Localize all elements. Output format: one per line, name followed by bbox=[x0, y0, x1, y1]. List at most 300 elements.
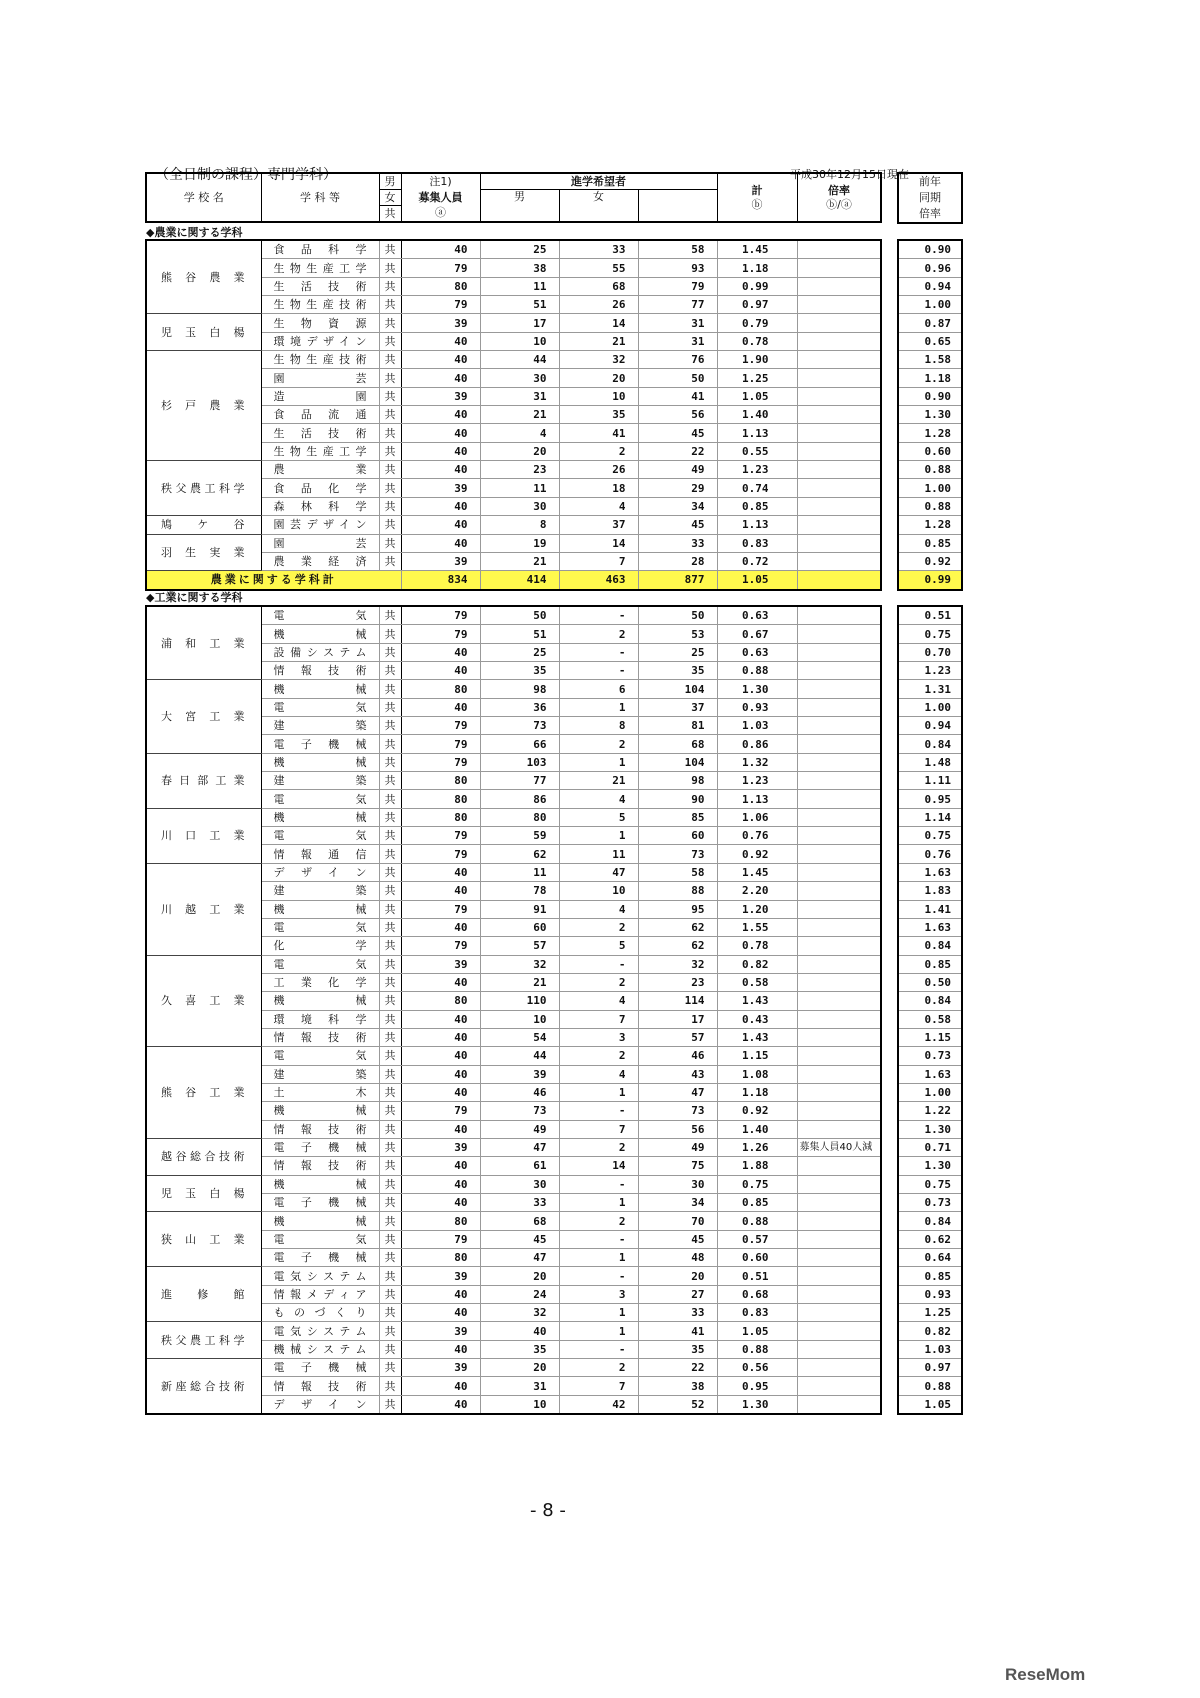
male-cell: 24 bbox=[480, 1285, 559, 1303]
total-cell: 20 bbox=[638, 1267, 717, 1285]
coed-flag: 共 bbox=[379, 1083, 401, 1101]
total-cell: 76 bbox=[638, 351, 717, 369]
quota-cell: 40 bbox=[401, 698, 480, 716]
total-cell: 22 bbox=[638, 442, 717, 460]
table-row bbox=[146, 351, 881, 369]
coed-flag: 共 bbox=[379, 937, 401, 955]
remarks-cell bbox=[797, 882, 881, 900]
total-cell: 88 bbox=[638, 882, 717, 900]
remarks-cell bbox=[797, 1083, 881, 1101]
coed-flag: 共 bbox=[379, 277, 401, 295]
male-cell: 30 bbox=[480, 1175, 559, 1193]
male-cell: 91 bbox=[480, 900, 559, 918]
prev-row bbox=[898, 1395, 962, 1414]
coed-flag: 共 bbox=[379, 882, 401, 900]
female-cell: 26 bbox=[559, 296, 638, 314]
dept-name: 農 業 bbox=[261, 461, 379, 479]
coed-flag: 共 bbox=[379, 1377, 401, 1395]
total-cell: 45 bbox=[638, 516, 717, 534]
remarks-cell bbox=[797, 900, 881, 918]
prev-ratio-cell: 0.94 bbox=[898, 717, 962, 735]
total-cell: 85 bbox=[638, 808, 717, 826]
quota-cell: 39 bbox=[401, 314, 480, 332]
prev-ratio-cell: 1.30 bbox=[898, 1120, 962, 1138]
male-cell: 21 bbox=[480, 552, 559, 570]
ratio-cell: 0.74 bbox=[717, 479, 797, 497]
quota-cell: 39 bbox=[401, 1267, 480, 1285]
ratio-cell: 0.82 bbox=[717, 955, 797, 973]
total-cell: 90 bbox=[638, 790, 717, 808]
total-cell: 62 bbox=[638, 937, 717, 955]
table-row bbox=[146, 808, 881, 826]
male-cell: 33 bbox=[480, 1194, 559, 1212]
quota-cell: 79 bbox=[401, 1102, 480, 1120]
school-name: 浦和工業 bbox=[146, 606, 261, 680]
female-cell: - bbox=[559, 1175, 638, 1193]
quota-cell: 40 bbox=[401, 1340, 480, 1358]
male-cell: 59 bbox=[480, 827, 559, 845]
quota-cell: 80 bbox=[401, 680, 480, 698]
total-cell: 93 bbox=[638, 259, 717, 277]
ratio-cell: 0.85 bbox=[717, 1194, 797, 1212]
quota-cell: 40 bbox=[401, 1194, 480, 1212]
quota-cell: 79 bbox=[401, 259, 480, 277]
prev-ratio-cell: 0.88 bbox=[898, 461, 962, 479]
ratio-cell: 1.43 bbox=[717, 992, 797, 1010]
prev-ratio-cell: 1.14 bbox=[898, 808, 962, 826]
female-cell: 14 bbox=[559, 1157, 638, 1175]
ratio-cell: 0.83 bbox=[717, 1304, 797, 1322]
ratio-cell: 0.43 bbox=[717, 1010, 797, 1028]
total-cell: 23 bbox=[638, 973, 717, 991]
male-cell: 10 bbox=[480, 332, 559, 350]
dept-name: 機 械 bbox=[261, 1175, 379, 1193]
prev-ratio-cell: 0.62 bbox=[898, 1230, 962, 1248]
female-cell: 4 bbox=[559, 1065, 638, 1083]
table-row bbox=[146, 1267, 881, 1285]
dept-name: 機 械 bbox=[261, 992, 379, 1010]
coed-flag: 共 bbox=[379, 369, 401, 387]
female-cell: 1 bbox=[559, 1304, 638, 1322]
coed-flag: 共 bbox=[379, 790, 401, 808]
female-cell: - bbox=[559, 1267, 638, 1285]
header-female: 女 bbox=[559, 190, 638, 223]
prev-row bbox=[898, 992, 962, 1010]
school-name: 久喜工業 bbox=[146, 955, 261, 1047]
coed-flag: 共 bbox=[379, 351, 401, 369]
coed-flag: 共 bbox=[379, 1010, 401, 1028]
prev-header-2: 同期 bbox=[919, 191, 941, 204]
male-cell: 39 bbox=[480, 1065, 559, 1083]
prev-row bbox=[898, 479, 962, 497]
female-cell: 10 bbox=[559, 882, 638, 900]
total-cell: 62 bbox=[638, 918, 717, 936]
prev-ratio-cell: 0.60 bbox=[898, 442, 962, 460]
quota-cell: 39 bbox=[401, 552, 480, 570]
table-row bbox=[146, 516, 881, 534]
remarks-cell bbox=[797, 1395, 881, 1414]
quota-cell: 40 bbox=[401, 240, 480, 259]
ratio-cell: 0.76 bbox=[717, 827, 797, 845]
coed-flag: 共 bbox=[379, 479, 401, 497]
table-header bbox=[145, 172, 882, 223]
male-cell: 25 bbox=[480, 240, 559, 259]
male-cell: 31 bbox=[480, 1377, 559, 1395]
dept-name: 森林科学 bbox=[261, 497, 379, 515]
dept-name: 設備システム bbox=[261, 643, 379, 661]
male-cell: 60 bbox=[480, 918, 559, 936]
prev-row bbox=[898, 1194, 962, 1212]
prev-ratio-cell: 0.64 bbox=[898, 1249, 962, 1267]
prev-row bbox=[898, 973, 962, 991]
prev-ratio-cell: 0.96 bbox=[898, 259, 962, 277]
total-cell: 43 bbox=[638, 1065, 717, 1083]
header-note1: 注1) bbox=[401, 173, 480, 190]
remarks-cell bbox=[797, 863, 881, 881]
remarks-cell bbox=[797, 259, 881, 277]
male-cell: 49 bbox=[480, 1120, 559, 1138]
section-label: ◆農業に関する学科 bbox=[146, 226, 243, 239]
dept-name: 電子機械 bbox=[261, 735, 379, 753]
male-cell: 47 bbox=[480, 1249, 559, 1267]
total-cell: 68 bbox=[638, 735, 717, 753]
total-cell: 81 bbox=[638, 717, 717, 735]
header-dept: 学 科 等 bbox=[261, 173, 379, 222]
table-row bbox=[146, 534, 881, 552]
male-cell: 30 bbox=[480, 369, 559, 387]
female-cell: 6 bbox=[559, 680, 638, 698]
prev-row bbox=[898, 662, 962, 680]
female-cell: 4 bbox=[559, 992, 638, 1010]
prev-row bbox=[898, 808, 962, 826]
male-cell: 47 bbox=[480, 1138, 559, 1156]
ratio-cell: 1.23 bbox=[717, 772, 797, 790]
remarks-cell bbox=[797, 1267, 881, 1285]
prev-row bbox=[898, 369, 962, 387]
quota-cell: 40 bbox=[401, 497, 480, 515]
remarks-cell bbox=[797, 680, 881, 698]
prev-row bbox=[898, 717, 962, 735]
prev-row bbox=[898, 534, 962, 552]
prev-row bbox=[898, 845, 962, 863]
prev-row bbox=[898, 1083, 962, 1101]
male-cell: 78 bbox=[480, 882, 559, 900]
remarks-cell bbox=[797, 1285, 881, 1303]
total-cell: 73 bbox=[638, 1102, 717, 1120]
remarks-cell bbox=[797, 790, 881, 808]
dept-name: 情報技術 bbox=[261, 1028, 379, 1046]
female-cell: 32 bbox=[559, 351, 638, 369]
dept-name: 園 芸 bbox=[261, 534, 379, 552]
header-male: 男 bbox=[480, 190, 559, 223]
prev-ratio-cell: 0.75 bbox=[898, 1175, 962, 1193]
remarks-cell bbox=[797, 479, 881, 497]
total-cell: 48 bbox=[638, 1249, 717, 1267]
ratio-cell: 1.45 bbox=[717, 240, 797, 259]
prev-row bbox=[898, 1212, 962, 1230]
prev-row bbox=[898, 1028, 962, 1046]
total-ratio: 1.05 bbox=[717, 571, 797, 590]
dept-name: 建 築 bbox=[261, 1065, 379, 1083]
female-cell: 3 bbox=[559, 1028, 638, 1046]
ratio-cell: 0.51 bbox=[717, 1267, 797, 1285]
prev-row bbox=[898, 1304, 962, 1322]
ratio-cell: 0.99 bbox=[717, 277, 797, 295]
male-cell: 23 bbox=[480, 461, 559, 479]
prev-row bbox=[898, 1249, 962, 1267]
coed-flag: 共 bbox=[379, 534, 401, 552]
coed-flag: 共 bbox=[379, 332, 401, 350]
male-cell: 21 bbox=[480, 973, 559, 991]
coed-flag: 共 bbox=[379, 918, 401, 936]
header-school: 学 校 名 bbox=[146, 173, 261, 222]
quota-cell: 80 bbox=[401, 1212, 480, 1230]
table-row bbox=[146, 1047, 881, 1065]
prev-ratio-cell: 1.30 bbox=[898, 1157, 962, 1175]
school-name: 大宮工業 bbox=[146, 680, 261, 753]
ratio-cell: 1.05 bbox=[717, 387, 797, 405]
dept-name: 食品科学 bbox=[261, 240, 379, 259]
dept-name: 機械システム bbox=[261, 1340, 379, 1358]
quota-cell: 79 bbox=[401, 753, 480, 771]
coed-flag: 共 bbox=[379, 625, 401, 643]
remarks-cell bbox=[797, 662, 881, 680]
dept-name: 食品化学 bbox=[261, 479, 379, 497]
remarks-cell bbox=[797, 1010, 881, 1028]
remarks-cell bbox=[797, 314, 881, 332]
coed-flag: 共 bbox=[379, 1304, 401, 1322]
quota-cell: 40 bbox=[401, 643, 480, 661]
ratio-cell: 0.67 bbox=[717, 625, 797, 643]
quota-cell: 80 bbox=[401, 992, 480, 1010]
quota-cell: 40 bbox=[401, 332, 480, 350]
school-name: 児玉白楊 bbox=[146, 1175, 261, 1212]
remarks-cell bbox=[797, 1102, 881, 1120]
male-cell: 68 bbox=[480, 1212, 559, 1230]
prev-header bbox=[897, 172, 963, 224]
header-total-sym: ⓑ bbox=[751, 197, 763, 211]
ratio-cell: 1.08 bbox=[717, 1065, 797, 1083]
ratio-cell: 1.32 bbox=[717, 753, 797, 771]
page-title: （全日制の課程）専門学科） bbox=[155, 167, 337, 183]
quota-cell: 40 bbox=[401, 534, 480, 552]
school-name: 羽生実業 bbox=[146, 534, 261, 571]
ratio-cell: 0.75 bbox=[717, 1175, 797, 1193]
prev-row bbox=[898, 1065, 962, 1083]
prev-header-3: 倍率 bbox=[919, 207, 941, 220]
coed-flag: 共 bbox=[379, 1175, 401, 1193]
male-cell: 66 bbox=[480, 735, 559, 753]
male-cell: 4 bbox=[480, 424, 559, 442]
quota-cell: 80 bbox=[401, 790, 480, 808]
remarks-cell bbox=[797, 442, 881, 460]
quota-cell: 40 bbox=[401, 973, 480, 991]
prev-ratio-cell: 0.90 bbox=[898, 240, 962, 259]
prev-ratio-cell: 1.31 bbox=[898, 680, 962, 698]
male-cell: 30 bbox=[480, 497, 559, 515]
female-cell: 5 bbox=[559, 937, 638, 955]
prev-ratio-cell: 1.00 bbox=[898, 296, 962, 314]
dept-name: 情報技術 bbox=[261, 1120, 379, 1138]
male-cell: 44 bbox=[480, 351, 559, 369]
dept-name: 電子機械 bbox=[261, 1138, 379, 1156]
dept-name: 機 械 bbox=[261, 625, 379, 643]
prev-ratio-cell: 0.94 bbox=[898, 277, 962, 295]
total-quota: 834 bbox=[401, 571, 480, 590]
prev-row bbox=[898, 1157, 962, 1175]
quota-cell: 40 bbox=[401, 1395, 480, 1414]
coed-flag: 共 bbox=[379, 296, 401, 314]
quota-cell: 79 bbox=[401, 296, 480, 314]
total-cell: 17 bbox=[638, 1010, 717, 1028]
dept-name: 生物生産技術 bbox=[261, 351, 379, 369]
prev-ratio-cell: 0.85 bbox=[898, 1267, 962, 1285]
dept-name: 建 築 bbox=[261, 717, 379, 735]
remarks-cell bbox=[797, 918, 881, 936]
quota-cell: 40 bbox=[401, 1285, 480, 1303]
quota-cell: 80 bbox=[401, 277, 480, 295]
remarks-cell bbox=[797, 552, 881, 570]
coed-flag: 共 bbox=[379, 606, 401, 625]
prev-row bbox=[898, 1120, 962, 1138]
male-cell: 35 bbox=[480, 1340, 559, 1358]
dept-name: 建 築 bbox=[261, 882, 379, 900]
coed-flag: 共 bbox=[379, 1138, 401, 1156]
remarks-cell bbox=[797, 296, 881, 314]
dept-name: 機 械 bbox=[261, 900, 379, 918]
table-row bbox=[146, 240, 881, 259]
header-total: 計 bbox=[751, 183, 763, 197]
prev-row bbox=[898, 552, 962, 570]
table-row bbox=[146, 1175, 881, 1193]
ratio-cell: 0.55 bbox=[717, 442, 797, 460]
prev-ratio-cell: 1.63 bbox=[898, 918, 962, 936]
female-cell: 1 bbox=[559, 827, 638, 845]
prev-row bbox=[898, 827, 962, 845]
total-cell: 32 bbox=[638, 955, 717, 973]
total-cell: 47 bbox=[638, 1083, 717, 1101]
table-row bbox=[146, 1359, 881, 1377]
school-name: 杉戸農業 bbox=[146, 351, 261, 461]
total-cell: 95 bbox=[638, 900, 717, 918]
ratio-cell: 0.63 bbox=[717, 643, 797, 661]
section-label: ◆工業に関する学科 bbox=[146, 591, 243, 604]
total-cell: 41 bbox=[638, 387, 717, 405]
prev-row bbox=[898, 1285, 962, 1303]
female-cell: - bbox=[559, 1102, 638, 1120]
ratio-cell: 1.18 bbox=[717, 259, 797, 277]
female-cell: 35 bbox=[559, 406, 638, 424]
prev-ratio-cell: 1.11 bbox=[898, 772, 962, 790]
female-cell: 4 bbox=[559, 497, 638, 515]
male-cell: 98 bbox=[480, 680, 559, 698]
prev-ratio-cell: 1.15 bbox=[898, 1028, 962, 1046]
female-cell: 2 bbox=[559, 1359, 638, 1377]
header-sex-m: 男 bbox=[379, 173, 401, 190]
ratio-cell: 0.88 bbox=[717, 1340, 797, 1358]
coed-flag: 共 bbox=[379, 406, 401, 424]
header-quota: 募集人員 bbox=[401, 190, 480, 206]
female-cell: 4 bbox=[559, 790, 638, 808]
prev-row bbox=[898, 516, 962, 534]
quota-cell: 79 bbox=[401, 937, 480, 955]
coed-flag: 共 bbox=[379, 516, 401, 534]
prev-ratio-cell: 0.84 bbox=[898, 735, 962, 753]
male-cell: 62 bbox=[480, 845, 559, 863]
remarks-cell bbox=[797, 332, 881, 350]
ratio-cell: 1.30 bbox=[717, 680, 797, 698]
prev-ratio-cell: 1.00 bbox=[898, 698, 962, 716]
female-cell: 2 bbox=[559, 1212, 638, 1230]
male-cell: 20 bbox=[480, 1267, 559, 1285]
table-row bbox=[146, 680, 881, 698]
quota-cell: 40 bbox=[401, 461, 480, 479]
female-cell: 10 bbox=[559, 387, 638, 405]
remarks-cell bbox=[797, 973, 881, 991]
female-cell: 1 bbox=[559, 1249, 638, 1267]
prev-ratio-cell: 0.93 bbox=[898, 1285, 962, 1303]
ratio-cell: 1.55 bbox=[717, 918, 797, 936]
total-cell: 29 bbox=[638, 479, 717, 497]
quota-cell: 40 bbox=[401, 1377, 480, 1395]
coed-flag: 共 bbox=[379, 863, 401, 881]
ratio-cell: 1.13 bbox=[717, 424, 797, 442]
dept-name: 環境デザイン bbox=[261, 332, 379, 350]
total-cell: 56 bbox=[638, 1120, 717, 1138]
total-cell: 75 bbox=[638, 1157, 717, 1175]
section-table bbox=[145, 605, 882, 1415]
male-cell: 77 bbox=[480, 772, 559, 790]
dept-name: 電 気 bbox=[261, 918, 379, 936]
prev-ratio-cell: 1.22 bbox=[898, 1102, 962, 1120]
coed-flag: 共 bbox=[379, 1395, 401, 1414]
dept-name: 情報技術 bbox=[261, 1157, 379, 1175]
prev-ratio-cell: 0.51 bbox=[898, 606, 962, 625]
female-cell: 8 bbox=[559, 717, 638, 735]
dept-name: 電 気 bbox=[261, 790, 379, 808]
coed-flag: 共 bbox=[379, 1230, 401, 1248]
coed-flag: 共 bbox=[379, 1285, 401, 1303]
male-cell: 11 bbox=[480, 863, 559, 881]
school-name: 児玉白楊 bbox=[146, 314, 261, 351]
remarks-cell bbox=[797, 240, 881, 259]
table-row bbox=[146, 1322, 881, 1340]
prev-row bbox=[898, 882, 962, 900]
quota-cell: 40 bbox=[401, 1028, 480, 1046]
total-remarks bbox=[797, 571, 881, 590]
dept-name: 園 芸 bbox=[261, 369, 379, 387]
total-cell: 34 bbox=[638, 1194, 717, 1212]
female-cell: 37 bbox=[559, 516, 638, 534]
total-cell: 50 bbox=[638, 369, 717, 387]
quota-cell: 79 bbox=[401, 845, 480, 863]
coed-flag: 共 bbox=[379, 1249, 401, 1267]
prev-ratio-cell: 1.41 bbox=[898, 900, 962, 918]
dept-name: 農業経済 bbox=[261, 552, 379, 570]
total-cell: 33 bbox=[638, 534, 717, 552]
dept-name: 電気システム bbox=[261, 1267, 379, 1285]
total-cell: 70 bbox=[638, 1212, 717, 1230]
prev-ratio-cell: 1.00 bbox=[898, 479, 962, 497]
coed-flag: 共 bbox=[379, 717, 401, 735]
quota-cell: 39 bbox=[401, 1138, 480, 1156]
remarks-cell bbox=[797, 1212, 881, 1230]
male-cell: 86 bbox=[480, 790, 559, 808]
table-row bbox=[146, 1138, 881, 1156]
remarks-cell bbox=[797, 717, 881, 735]
total-cell: 38 bbox=[638, 1377, 717, 1395]
total-cell: 35 bbox=[638, 662, 717, 680]
